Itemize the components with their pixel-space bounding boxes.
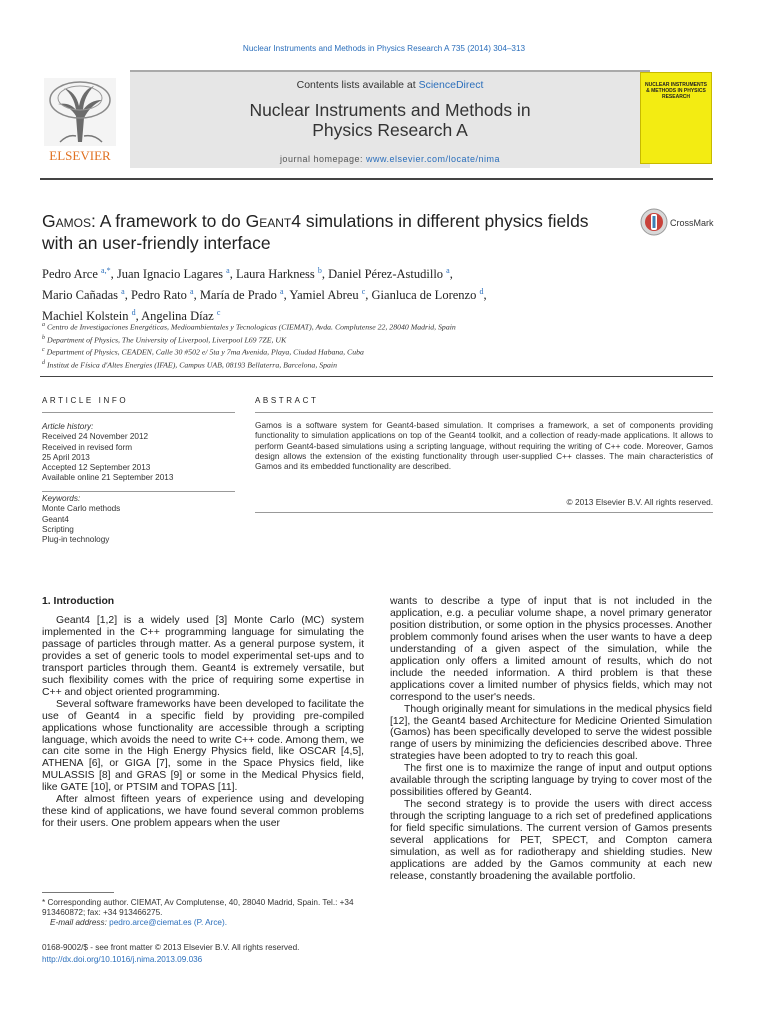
- affiliation: $^a$ Centro de Investigaciones Energéticas, Medioambientales y Tecnologicas (CIEMAT), Avda. Complutense 22, 28040 Madrid, Spain: [42, 322, 456, 332]
- history-item: Received 24 November 2012: [42, 432, 149, 442]
- affiliation: $^c$ Department of Physics, CEADEN, Calle 30 #502 e/ 5ta y 7ma Avenida, Playa, Ciudad Habana, Cuba: [42, 347, 364, 357]
- homepage-link[interactable]: www.elsevier.com/locate/nima: [366, 154, 501, 164]
- header-divider: [40, 178, 713, 180]
- keyword: Plug-in technology: [42, 535, 110, 545]
- abstract-heading: ABSTRACT: [255, 396, 319, 405]
- article-title: [42, 210, 632, 254]
- corresponding-author-footnote: [42, 898, 364, 929]
- crossmark-icon: [640, 208, 668, 236]
- elsevier-tree-icon: [40, 76, 120, 162]
- sciencedirect-link[interactable]: ScienceDirect: [418, 79, 484, 91]
- journal-cover-image[interactable]: [640, 72, 712, 164]
- journal-name-line1: Nuclear Instruments and Methods in: [249, 100, 531, 120]
- title-part4: 4 simulations in different physics fields: [291, 211, 589, 231]
- affiliation: $^b$ Department of Physics, The University of Liverpool, Liverpool L69 7ZE, UK: [42, 334, 287, 345]
- abstract-text: Gamos is a software system for Geant4-based simulation. It comprises a framework, a set of components providing functionality to simulation applications on top of the Geant4 toolkit, and a collection of ready-made applications. It allows to perform Geant4-based simulations using a scripting language, without requiring the writing of C++ code. Moreover, Gamos design allows the extension of the existing functionality through user-supplied C++ classes. The main characteristics of Gamos and its embedded functionality are described.: [255, 420, 713, 472]
- abstract-rule: [255, 412, 713, 413]
- author[interactable]: María de Prado $^a$,: [199, 287, 290, 303]
- author[interactable]: Mario Cañadas $^a$,: [42, 287, 131, 303]
- keywords-label: Keywords:: [42, 494, 81, 503]
- history-item: 25 April 2013: [42, 452, 90, 462]
- title-part2: : A framework to do: [90, 211, 246, 231]
- abstract-bottom-rule: [255, 512, 713, 513]
- journal-homepage: [130, 154, 650, 164]
- paragraph: Geant4 [1,2] is a widely used [3] Monte Carlo (MC) system implemented in the C++ programming language for simulating the passage of particles through matter. As a general purpose system, it provides a set of generic tools to model experimental set-ups and to transport particles through them. Geant4 is extremely versatile, but such flexibility comes with the price of requiring some expertise in C++ and object oriented programming.: [42, 615, 364, 698]
- journal-reference[interactable]: Nuclear Instruments and Methods in Physics Research A 735 (2014) 304–313: [242, 44, 526, 53]
- article-info-rule: [42, 412, 235, 413]
- author[interactable]: Yamiel Abreu $^c$,: [289, 287, 372, 303]
- cover-text: NUCLEAR INSTRUMENTS & METHODS IN PHYSICS RESEARCH: [645, 82, 707, 100]
- doi-link[interactable]: http://dx.doi.org/10.1016/j.nima.2013.09.036: [42, 954, 203, 964]
- paragraph: wants to describe a type of input that is not included in the application, e.g. a peculiar volume shape, a novel primary generator position distribution, or some option in the physics processes. Another problem commonly found arises when the user wants to have a deep understanding of a given aspect of the simulation, while the application only offers a limited amount of results, which do not include the needed information. A third problem is that these applications cover a limited number of physics fields, which may not correspond to the user's needs.: [390, 596, 712, 703]
- affiliation-divider: [40, 376, 713, 377]
- crossmark-label: CrossMark: [670, 218, 714, 228]
- history-item: Received in revised form: [42, 442, 133, 452]
- paragraph: After almost fifteen years of experience using and developing these kind of applications, we have found several common problems for their users. One problem appears when the user: [42, 794, 364, 830]
- email-link[interactable]: pedro.arce@ciemat.es (P. Arce).: [109, 918, 227, 928]
- journal-title-box: [130, 70, 650, 168]
- author[interactable]: Pedro Arce $^{a,*}$,: [42, 266, 117, 282]
- paragraph: The first one is to maximize the range of input and output options available through the scripting language by trying to cover most of the possibilities offered by Geant4.: [390, 763, 712, 799]
- author[interactable]: Juan Ignacio Lagares $^a$,: [116, 266, 236, 282]
- body-column-right: [390, 596, 712, 883]
- body-column-left: [42, 615, 364, 830]
- keywords-rule: [42, 491, 235, 492]
- footnote-rule: [42, 892, 114, 893]
- article-info-heading: ARTICLE INFO: [42, 396, 129, 405]
- footnote-contact: * Corresponding author. CIEMAT, Av Complutense, 40, 28040 Madrid, Spain. Tel.: +34 913460872; fax: +34 913466275.: [42, 898, 354, 918]
- journal-banner: [40, 70, 713, 166]
- author-list: [42, 262, 722, 325]
- keywords: [42, 494, 235, 545]
- journal-name-line2: Physics Research A: [312, 120, 468, 140]
- keyword: Scripting: [42, 524, 74, 534]
- author[interactable]: Gianluca de Lorenzo $^d$,: [371, 287, 487, 303]
- affiliation: $^d$ Institut de Física d'Altes Energies (IFAE), Campus UAB, 08193 Bellaterra, Barcelona, Spain: [42, 360, 337, 370]
- history-item: Accepted 12 September 2013: [42, 463, 151, 473]
- homepage-prefix: journal homepage:: [279, 154, 366, 164]
- publisher-name: ELSEVIER: [49, 148, 111, 162]
- paragraph: The second strategy is to provide the users with direct access through the scripting language to a rich set of predefined applications for field specific simulations. The current version of Gamos presents several applications for PET, SPECT, and Compton camera simulation, as well as for radiotherapy and shielding studies. New applications are added by the Gamos community at each new release, constantly broadening the available portfolio.: [390, 799, 712, 882]
- crossmark-badge[interactable]: [640, 208, 720, 242]
- section-heading-introduction: 1. Introduction: [42, 596, 115, 607]
- author[interactable]: Laura Harkness $^b$,: [235, 266, 329, 282]
- copyright-notice: © 2013 Elsevier B.V. All rights reserved.: [566, 497, 713, 507]
- paragraph: Though originally meant for simulations in the medical physics field [12], the Geant4 based Architecture for Medicine Oriented Simulation (Gamos) has been specifically developed to serve the widest possible range of users by minimizing the deficiencies described above. Three strategies have been adopted to try to reach this goal.: [390, 703, 712, 763]
- email-label: E-mail address:: [50, 918, 110, 928]
- history-label: Article history:: [42, 422, 94, 431]
- keyword: Geant4: [42, 514, 69, 524]
- contents-prefix: Contents lists available at: [296, 79, 419, 91]
- affiliations: [42, 320, 722, 371]
- contents-line: [130, 79, 650, 91]
- author[interactable]: Pedro Rato $^a$,: [130, 287, 200, 303]
- author[interactable]: Daniel Pérez-Astudillo $^a$,: [328, 266, 453, 282]
- article-history: [42, 422, 235, 484]
- author[interactable]: Angelina Díaz $^c$: [141, 308, 221, 324]
- keyword: Monte Carlo methods: [42, 504, 121, 514]
- page-footer: [42, 942, 442, 965]
- title-geant: Geant: [245, 211, 292, 231]
- title-line2: with an user-friendly interface: [42, 233, 271, 253]
- elsevier-logo: [40, 76, 120, 162]
- journal-name: [130, 100, 650, 140]
- issn-line: 0168-9002/$ - see front matter © 2013 Elsevier B.V. All rights reserved.: [42, 943, 300, 952]
- title-gamos: Gamos: [42, 211, 91, 231]
- author[interactable]: Machiel Kolstein $^d$,: [42, 308, 142, 324]
- paragraph: Several software frameworks have been developed to facilitate the use of Geant4 in a specific field by providing pre-compiled applications whose functionality are accessible through a scripting language, which avoids the need to write C++ code. Among them, we can cite some in the High Energy Physics field, like OSCAR [4,5], ATHENA [6], or GIGA [7], some in the Space Physics field, like MULASSIS [8] and GRAS [9] or some in the Medical Physics field, like GATE [10], or PTSIM and TOPAS [11].: [42, 698, 364, 794]
- history-item: Available online 21 September 2013: [42, 473, 174, 483]
